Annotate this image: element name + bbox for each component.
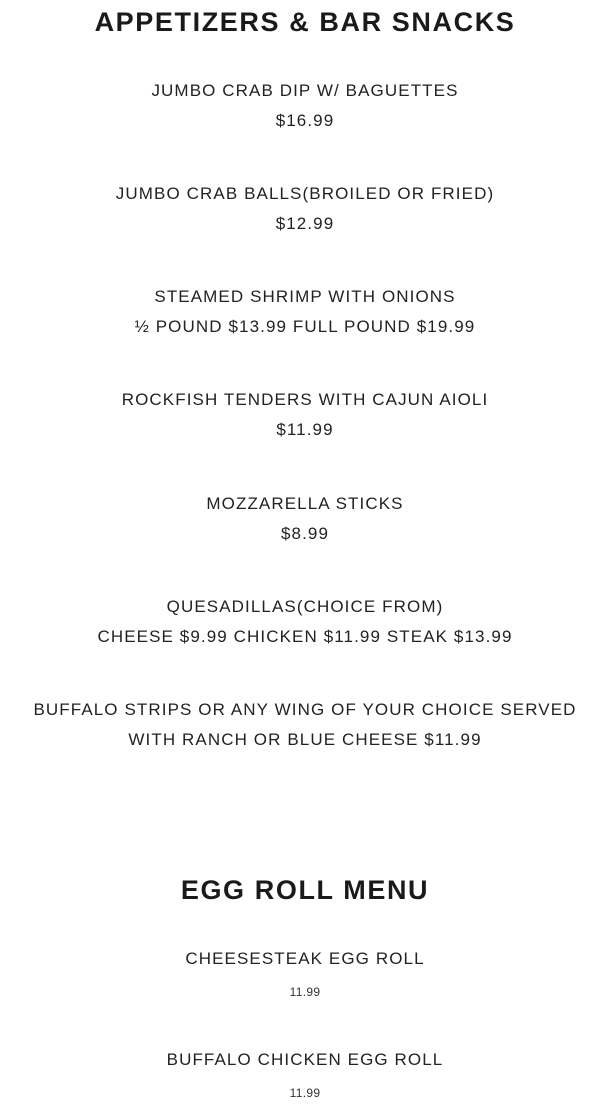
item-price: CHEESE $9.99 CHICKEN $11.99 STEAK $13.99	[97, 627, 513, 646]
item-name: BUFFALO STRIPS OR ANY WING OF YOUR CHOICE SERVED	[33, 700, 577, 719]
item-name: QUESADILLAS(CHOICE FROM)	[166, 597, 444, 616]
item-name: CHEESESTEAK EGG ROLL	[185, 949, 425, 968]
menu-item-quesadillas	[0, 592, 610, 652]
menu-item-buffalo-chicken-egg-roll	[0, 1045, 610, 1103]
menu-item-rockfish-tenders	[0, 385, 610, 445]
item-name: STEAMED SHRIMP WITH ONIONS	[154, 287, 456, 306]
menu-item-crab-balls	[0, 179, 610, 239]
egg-roll-heading: EGG ROLL MENU	[180, 875, 430, 905]
item-price: WITH RANCH OR BLUE CHEESE $11.99	[128, 730, 482, 749]
item-name: JUMBO CRAB BALLS(BROILED OR FRIED)	[115, 184, 495, 203]
menu-item-steamed-shrimp	[0, 282, 610, 342]
menu-item-crab-dip	[0, 76, 610, 136]
menu-item-mozzarella-sticks	[0, 489, 610, 549]
item-price: $11.99	[276, 420, 334, 439]
item-price: 11.99	[289, 985, 321, 999]
item-price: ½ POUND $13.99 FULL POUND $19.99	[134, 317, 476, 336]
item-name: MOZZARELLA STICKS	[206, 494, 404, 513]
item-price: 11.99	[289, 1086, 321, 1100]
item-price: $16.99	[275, 111, 335, 130]
appetizers-heading: APPETIZERS & BAR SNACKS	[94, 7, 516, 37]
item-name: BUFFALO CHICKEN EGG ROLL	[166, 1050, 444, 1069]
item-price: $8.99	[280, 524, 330, 543]
menu-item-cheesesteak-egg-roll	[0, 944, 610, 1002]
menu-item-buffalo-strips	[0, 695, 610, 755]
item-name: JUMBO CRAB DIP W/ BAGUETTES	[151, 81, 459, 100]
item-price: $12.99	[275, 214, 335, 233]
item-name: ROCKFISH TENDERS WITH CAJUN AIOLI	[121, 390, 489, 409]
